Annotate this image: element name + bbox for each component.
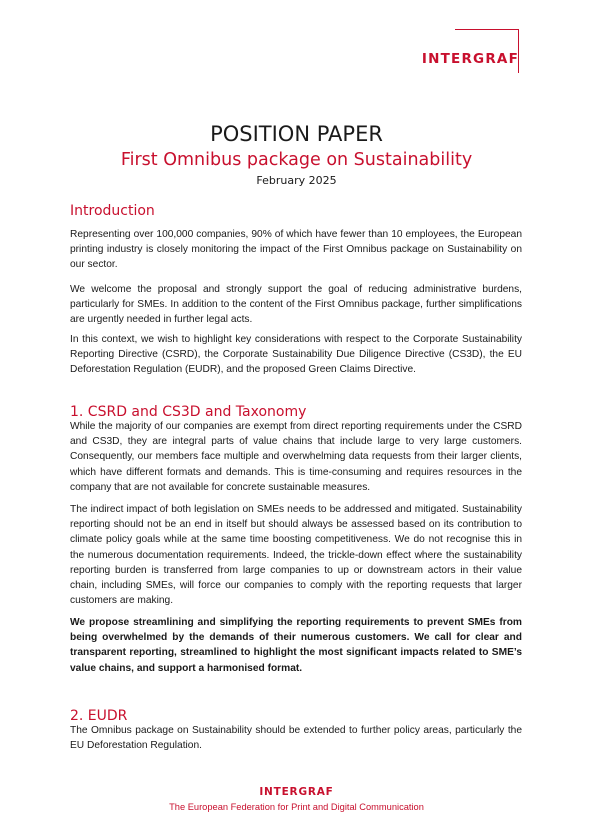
eudr-paragraph-1: The Omnibus package on Sustainability should be extended to further policy areas, particularly the EU Deforestation Regulation.	[70, 725, 522, 752]
intro-paragraph-1: Representing over 100,000 companies, 90% of which have fewer than 10 employees, the European printing industry is closely monitoring the impact of the First Omnibus package on Sustainability on our sector.	[70, 229, 522, 271]
section-heading-eudr: 2. EUDR	[70, 708, 128, 724]
section-heading-introduction: Introduction	[70, 203, 155, 219]
document-type: POSITION PAPER	[210, 122, 383, 146]
csrd-paragraph-3: We propose streamlining and simplifying the reporting requirements to prevent SMEs from being overwhelmed by the demands of their numerous customers. We call for clear and transparent reporting, streamlined to highlight the most significant impacts related to SME’s value chains, and support a harmonised format.	[70, 617, 522, 674]
intergraf-logo: INTERGRAF	[421, 51, 519, 67]
intro-paragraph-3: In this context, we wish to highlight key considerations with respect to the Corporate Sustainability Reporting Directive (CSRD), the Corporate Sustainability Due Diligence Directive (CS3D), the EU Deforestation Regulation (EUDR), and the proposed Green Claims Directive.	[70, 334, 522, 376]
intro-paragraph-2: We welcome the proposal and strongly support the goal of reducing administrative burdens, particularly for SMEs. In addition to the content of the First Omnibus package, further simplifications are urgently needed in further legal acts.	[70, 284, 522, 326]
csrd-paragraph-1: While the majority of our companies are exempt from direct reporting requirements under the CSRD and CS3D, they are integral parts of value chains that include large to very large customers. Consequently, our members face multiple and overwhelming data requests from their larger clients, which have different formats and demands. This is time-consuming and requires resources in the company that are not available for concrete sustainable measures.	[70, 421, 522, 493]
csrd-paragraph-2: The indirect impact of both legislation on SMEs needs to be addressed and mitigated. Sustainability reporting should not be an end in itself but should always be assessed based on its contribution to climate policy goals while at the same time boosting competitiveness. We do not recognise this in the numerous documentation requirements. Indeed, the trickle-down effect where the sustainability reporting burden is transferred from large companies to up or downstream actors in their value chain, including SMEs, will force our companies to comply with the reporting requests that larger customers are making.	[70, 504, 522, 607]
document-date: February 2025	[256, 174, 337, 187]
document-title: First Omnibus package on Sustainability	[120, 150, 473, 170]
section-heading-csrd: 1. CSRD and CS3D and Taxonomy	[70, 404, 307, 420]
footer-tagline: The European Federation for Print and Digital Communication	[169, 802, 424, 812]
footer-organisation-name: INTERGRAF	[259, 786, 334, 798]
